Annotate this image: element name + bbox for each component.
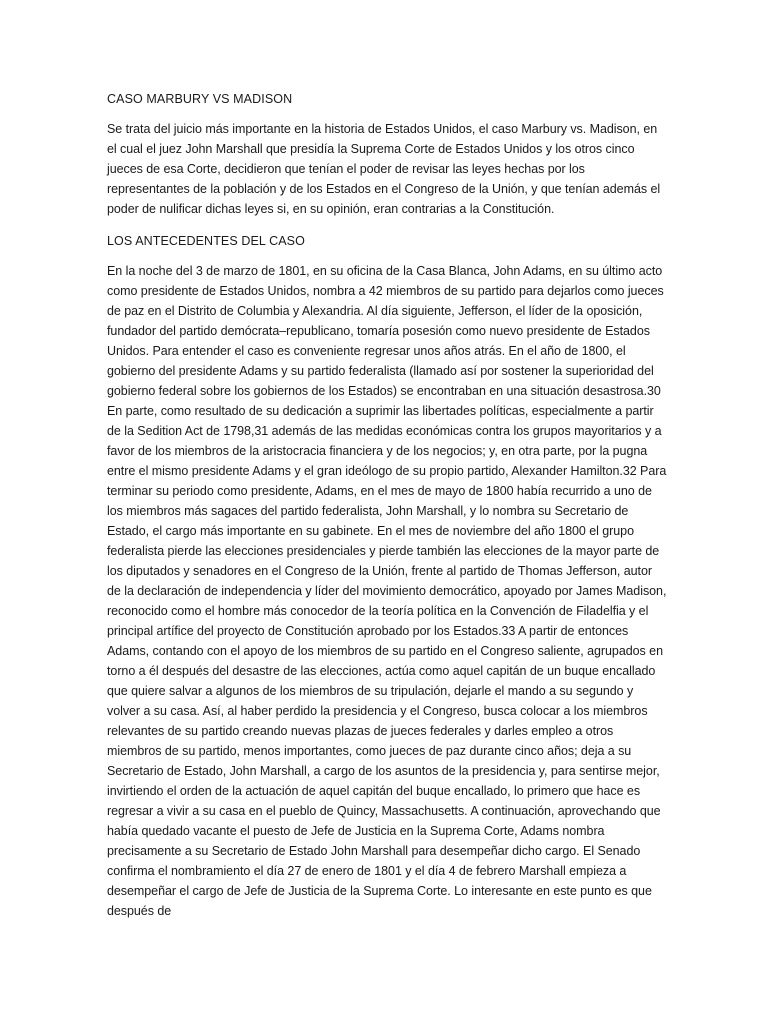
intro-paragraph: Se trata del juicio más importante en la historia de Estados Unidos, el caso Marbury vs. Madison, en el cual el juez John Marshall que presidía la Suprema Corte de Estados Unidos y los otros cinco jueces de esa Corte, decidieron que tenían el poder de revisar las leyes hechas por los representantes de la población y de los Estados en el Congreso de la Unión, y que tenían además el poder de nulificar dichas leyes si, en su opinión, eran contrarias a la Constitución. [107, 122, 661, 216]
body-paragraph: En la noche del 3 de marzo de 1801, en su oficina de la Casa Blanca, John Adams, en su último acto como presidente de Estados Unidos, nombra a 42 miembros de su partido para dejarlos como jueces de paz en el Distrito de Columbia y Alexandria. Al día siguiente, Jefferson, el líder de la oposición, fundador del partido demócrata–republicano, tomaría posesión como nuevo presidente de Estados Unidos. Para entender el caso es conveniente regresar unos años atrás. En el año de 1800, el gobierno del presidente Adams y su partido federalista (llamado así por sostener la superioridad del gobierno federal sobre los gobiernos de los Estados) se encontraban en una situación desastrosa.30 En parte, como resultado de su dedicación a suprimir las libertades políticas, especialmente a partir de la Sedition Act de 1798,31 además de las medidas económicas contra los grupos mayoritarios y a favor de los miembros de la aristocracia financiera y de los negocios; y, en otra parte, por la pugna entre el mismo presidente Adams y el gran ideólogo de su propio partido, Alexander Hamilton.32 Para terminar su periodo como presidente, Adams, en el mes de mayo de 1800 había recurrido a uno de los miembros más sagaces del partido federalista, John Marshall, y lo nombra su Secretario de Estado, el cargo más importante en su gabinete. En el mes de noviembre del año 1800 el grupo federalista pierde las elecciones presidenciales y pierde también las elecciones de la mayor parte de los diputados y senadores en el Congreso de la Unión, frente al partido de Thomas Jefferson, autor de la declaración de independencia y líder del movimiento democrático, apoyado por James Madison, reconocido como el hombre más conocedor de la teoría política en la Convención de Filadelfia y el principal artífice del proyecto de Constitución aprobado por los Estados.33 A partir de entonces Adams, contando con el apoyo de los miembros de su partido en el Congreso saliente, agrupados en torno a él después del desastre de las elecciones, actúa como aquel capitán de un buque encallado que quiere salvar a algunos de los miembros de su tripulación, dejarle el mando a su segundo y volver a su casa. Así, al haber perdido la presidencia y el Congreso, busca colocar a los miembros relevantes de su partido creando nuevas plazas de jueces federales y darles empleo a otros miembros de su partido, menos importantes, como jueces de paz durante cinco años; deja a su Secretario de Estado, John Marshall, a cargo de los asuntos de la presidencia y, para sentirse mejor, invirtiendo el orden de la actuación de aquel capitán del buque encallado, lo primero que hace es regresar a vivir a su casa en el pueblo de Quincy, Massachusetts. A continuación, aprovechando que había quedado vacante el puesto de Jefe de Justicia en la Suprema Corte, Adams nombra precisamente a su Secretario de Estado John Marshall para desempeñar dicho cargo. El Senado confirma el nombramiento el día 27 de enero de 1801 y el día 4 de febrero Marshall empieza a desempeñar el cargo de Jefe de Justicia de la Suprema Corte. Lo interesante en este punto es que después de [107, 264, 667, 918]
section-heading: LOS ANTECEDENTES DEL CASO [107, 234, 305, 248]
document-title: CASO MARBURY VS MADISON [107, 92, 293, 106]
